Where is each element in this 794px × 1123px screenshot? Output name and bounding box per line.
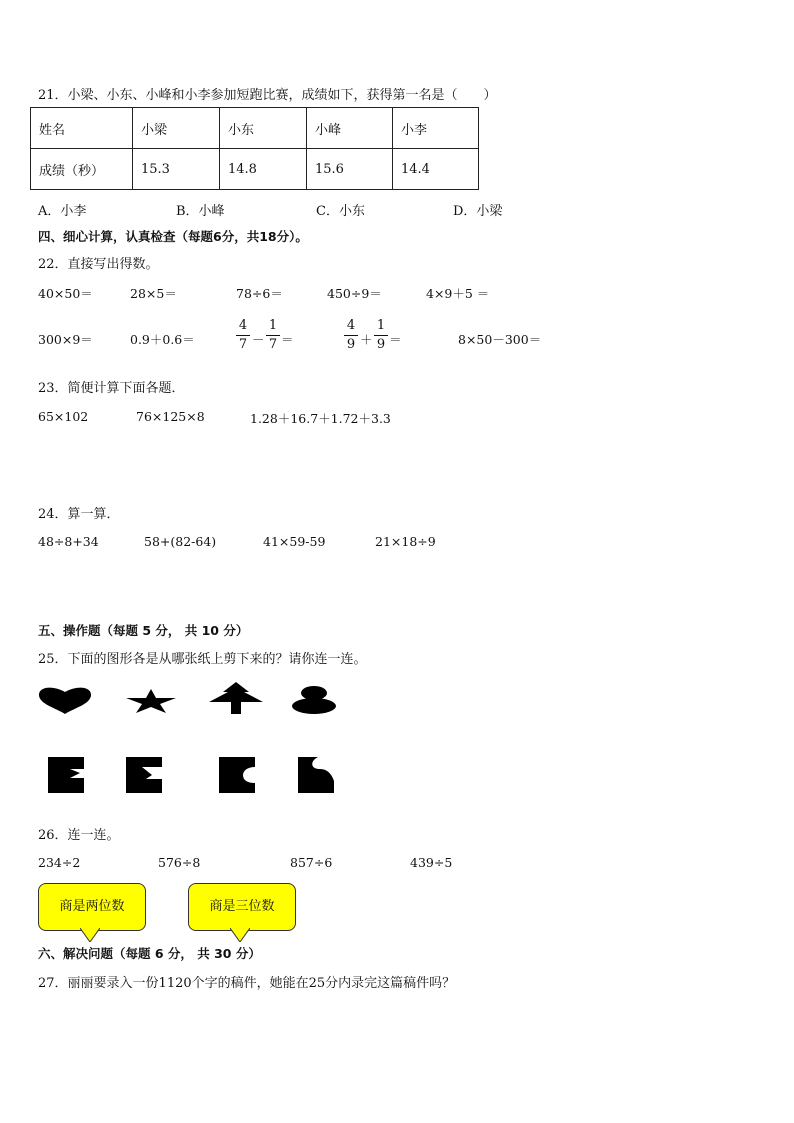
q22-text: 22．直接写出得数。: [38, 257, 159, 272]
mushroom-shape: [292, 686, 336, 714]
calc-item: 300×9＝: [38, 332, 93, 347]
fraction: [344, 318, 358, 353]
operator: ＋: [360, 332, 373, 347]
calc-item: 1.28＋16.7＋1.72＋3.3: [250, 411, 391, 426]
calc-item: 78÷6＝: [236, 286, 283, 301]
section-4-heading: 四、细心计算，认真检查（每题6分，共18分）。: [38, 229, 308, 244]
table-row: [31, 108, 479, 149]
table-cell: 小峰: [307, 108, 393, 149]
paper-wave-cut: [298, 757, 334, 793]
section-6-heading: 六、解决问题（每题 6 分， 共 30 分）: [38, 946, 261, 961]
option-c: C．小东: [316, 204, 365, 219]
calc-item: 576÷8: [158, 855, 201, 870]
table-cell: 15.6: [307, 149, 393, 190]
numerator: 1: [376, 318, 386, 333]
calc-item: 234÷2: [38, 855, 81, 870]
numerator: 4: [238, 318, 248, 333]
tree-shape: [209, 682, 263, 714]
numerator: 1: [268, 318, 278, 333]
calc-item: 28×5＝: [130, 286, 177, 301]
score-table: [30, 107, 479, 190]
fraction: [374, 318, 388, 353]
denominator: 9: [376, 337, 386, 352]
table-cell: 15.3: [133, 149, 220, 190]
calc-item: 76×125×8: [136, 409, 205, 424]
denominator: 9: [346, 337, 356, 352]
bubble-tail-icon: [230, 928, 250, 942]
calc-item: 439÷5: [410, 855, 453, 870]
calc-item: 450÷9＝: [327, 286, 382, 301]
q23-text: 23．简便计算下面各题．: [38, 381, 185, 396]
table-cell: 姓名: [31, 108, 133, 149]
section-5-heading: 五、操作题（每题 5 分， 共 10 分）: [38, 623, 249, 638]
table-cell: 小梁: [133, 108, 220, 149]
table-row: [31, 149, 479, 190]
q27-text: 27．丽丽要录入一份1120个字的稿件，她能在25分内录完这篇稿件吗？: [38, 976, 456, 991]
calc-item: 41×59-59: [263, 534, 326, 549]
option-a: A．小李: [38, 204, 87, 219]
table-cell: 小东: [220, 108, 307, 149]
table-cell: 14.4: [393, 149, 479, 190]
star-shape: [126, 689, 176, 713]
operator: －: [252, 332, 265, 347]
heart-shape: [38, 686, 92, 714]
paper-star-cut: [126, 757, 162, 793]
numerator: 4: [346, 318, 356, 333]
table-cell: 成绩（秒）: [31, 149, 133, 190]
bubble-three-digit: 商是三位数: [188, 883, 296, 931]
fraction: [266, 318, 280, 353]
table-cell: 14.8: [220, 149, 307, 190]
bubble-tail-icon: [80, 928, 100, 942]
equals-sign: ＝: [281, 332, 294, 347]
paper-zigzag-cut: [48, 757, 84, 793]
table-cell: 小李: [393, 108, 479, 149]
q26-text: 26．连一连。: [38, 828, 120, 843]
calc-item: 4×9＋5 ＝: [426, 286, 490, 301]
calc-item: 0.9＋0.6＝: [130, 332, 195, 347]
denominator: 7: [238, 337, 248, 352]
calc-item: 48÷8+34: [38, 534, 99, 549]
calc-item: 58+(82-64): [144, 534, 217, 549]
q24-text: 24．算一算．: [38, 507, 120, 522]
paper-round-cut: [219, 757, 255, 793]
calc-item: 857÷6: [290, 855, 333, 870]
q25-text: 25．下面的图形各是从哪张纸上剪下来的？请你连一连。: [38, 652, 367, 667]
option-d: D．小梁: [453, 204, 503, 219]
equals-sign: ＝: [389, 332, 402, 347]
calc-item: 65×102: [38, 409, 89, 424]
q21-text: 21．小梁、小东、小峰和小李参加短跑比赛，成绩如下，获得第一名是（ ）: [38, 88, 497, 103]
calc-item: 40×50＝: [38, 286, 93, 301]
calc-item: 8×50－300＝: [458, 332, 542, 347]
denominator: 7: [268, 337, 278, 352]
option-b: B．小峰: [176, 204, 225, 219]
bubble-two-digit: 商是两位数: [38, 883, 146, 931]
calc-item: 21×18÷9: [375, 534, 436, 549]
fraction: [236, 318, 250, 353]
